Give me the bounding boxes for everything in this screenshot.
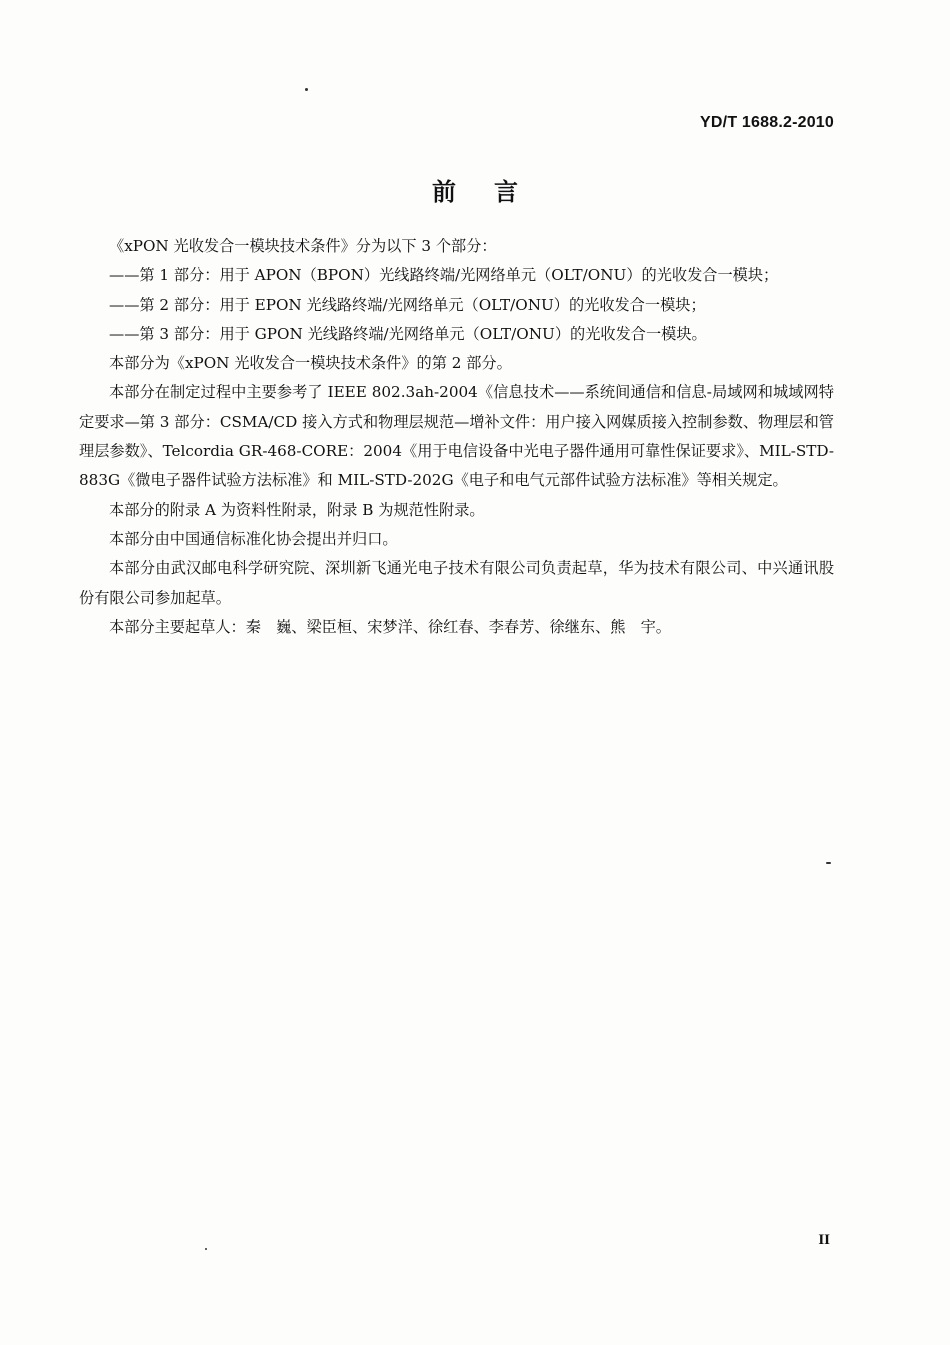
page-title: 前言 — [432, 178, 556, 206]
paragraph-drafters: 本部分主要起草人：秦 巍、梁臣桓、宋梦洋、徐红春、李春芳、徐继东、熊 宇。 — [109, 617, 671, 636]
paragraph-drafting-units: 本部分由武汉邮电科学研究院、深圳新飞通光电子技术有限公司负责起草，华为技术有限公司、中兴通讯股份有限公司参加起草。 — [79, 559, 834, 607]
paragraph-appendix: 本部分的附录 A 为资料性附录，附录 B 为规范性附录。 — [109, 500, 485, 519]
page-number: II — [818, 1232, 830, 1248]
paragraph-references: 本部分在制定过程中主要参考了 IEEE 802.3ah-2004《信息技术——系统间通信和信息-局域网和城域网特定要求—第 3 部分：CSMA/CD 接入方式和物理层规范—增补文件：用户接入网媒质接入控制参数、物理层和管理层参数》、Telcordia GR-468-CORE：2004《用于电信设备中光电子器件通用可靠性保证要求》、MIL-STD-883G《微电子器件试验方法标准》和 MIL-STD-202G《电子和电气元部件试验方法标准》等相关规定。 — [79, 383, 834, 490]
list-item-part-2: ——第 2 部分：用于 EPON 光线路终端/光网络单元（OLT/ONU）的光收发合一模块； — [109, 295, 706, 314]
list-item-part-1: ——第 1 部分：用于 APON（BPON）光线路终端/光网络单元（OLT/ONU）的光收发合一模块； — [109, 266, 779, 285]
paragraph-intro: 《xPON 光收发合一模块技术条件》分为以下 3 个部分： — [109, 237, 497, 255]
standard-number: YD/T 1688.2-2010 — [700, 114, 834, 131]
paragraph-proposer: 本部分由中国通信标准化协会提出并归口。 — [109, 529, 398, 548]
scan-speck — [826, 862, 831, 864]
scan-speck — [305, 88, 308, 91]
scan-speck — [205, 1248, 207, 1250]
paragraph-scope: 本部分为《xPON 光收发合一模块技术条件》的第 2 部分。 — [109, 354, 512, 373]
list-item-part-3: ——第 3 部分：用于 GPON 光线路终端/光网络单元（OLT/ONU）的光收发合一模块。 — [109, 324, 707, 343]
foreword-body — [79, 232, 834, 642]
